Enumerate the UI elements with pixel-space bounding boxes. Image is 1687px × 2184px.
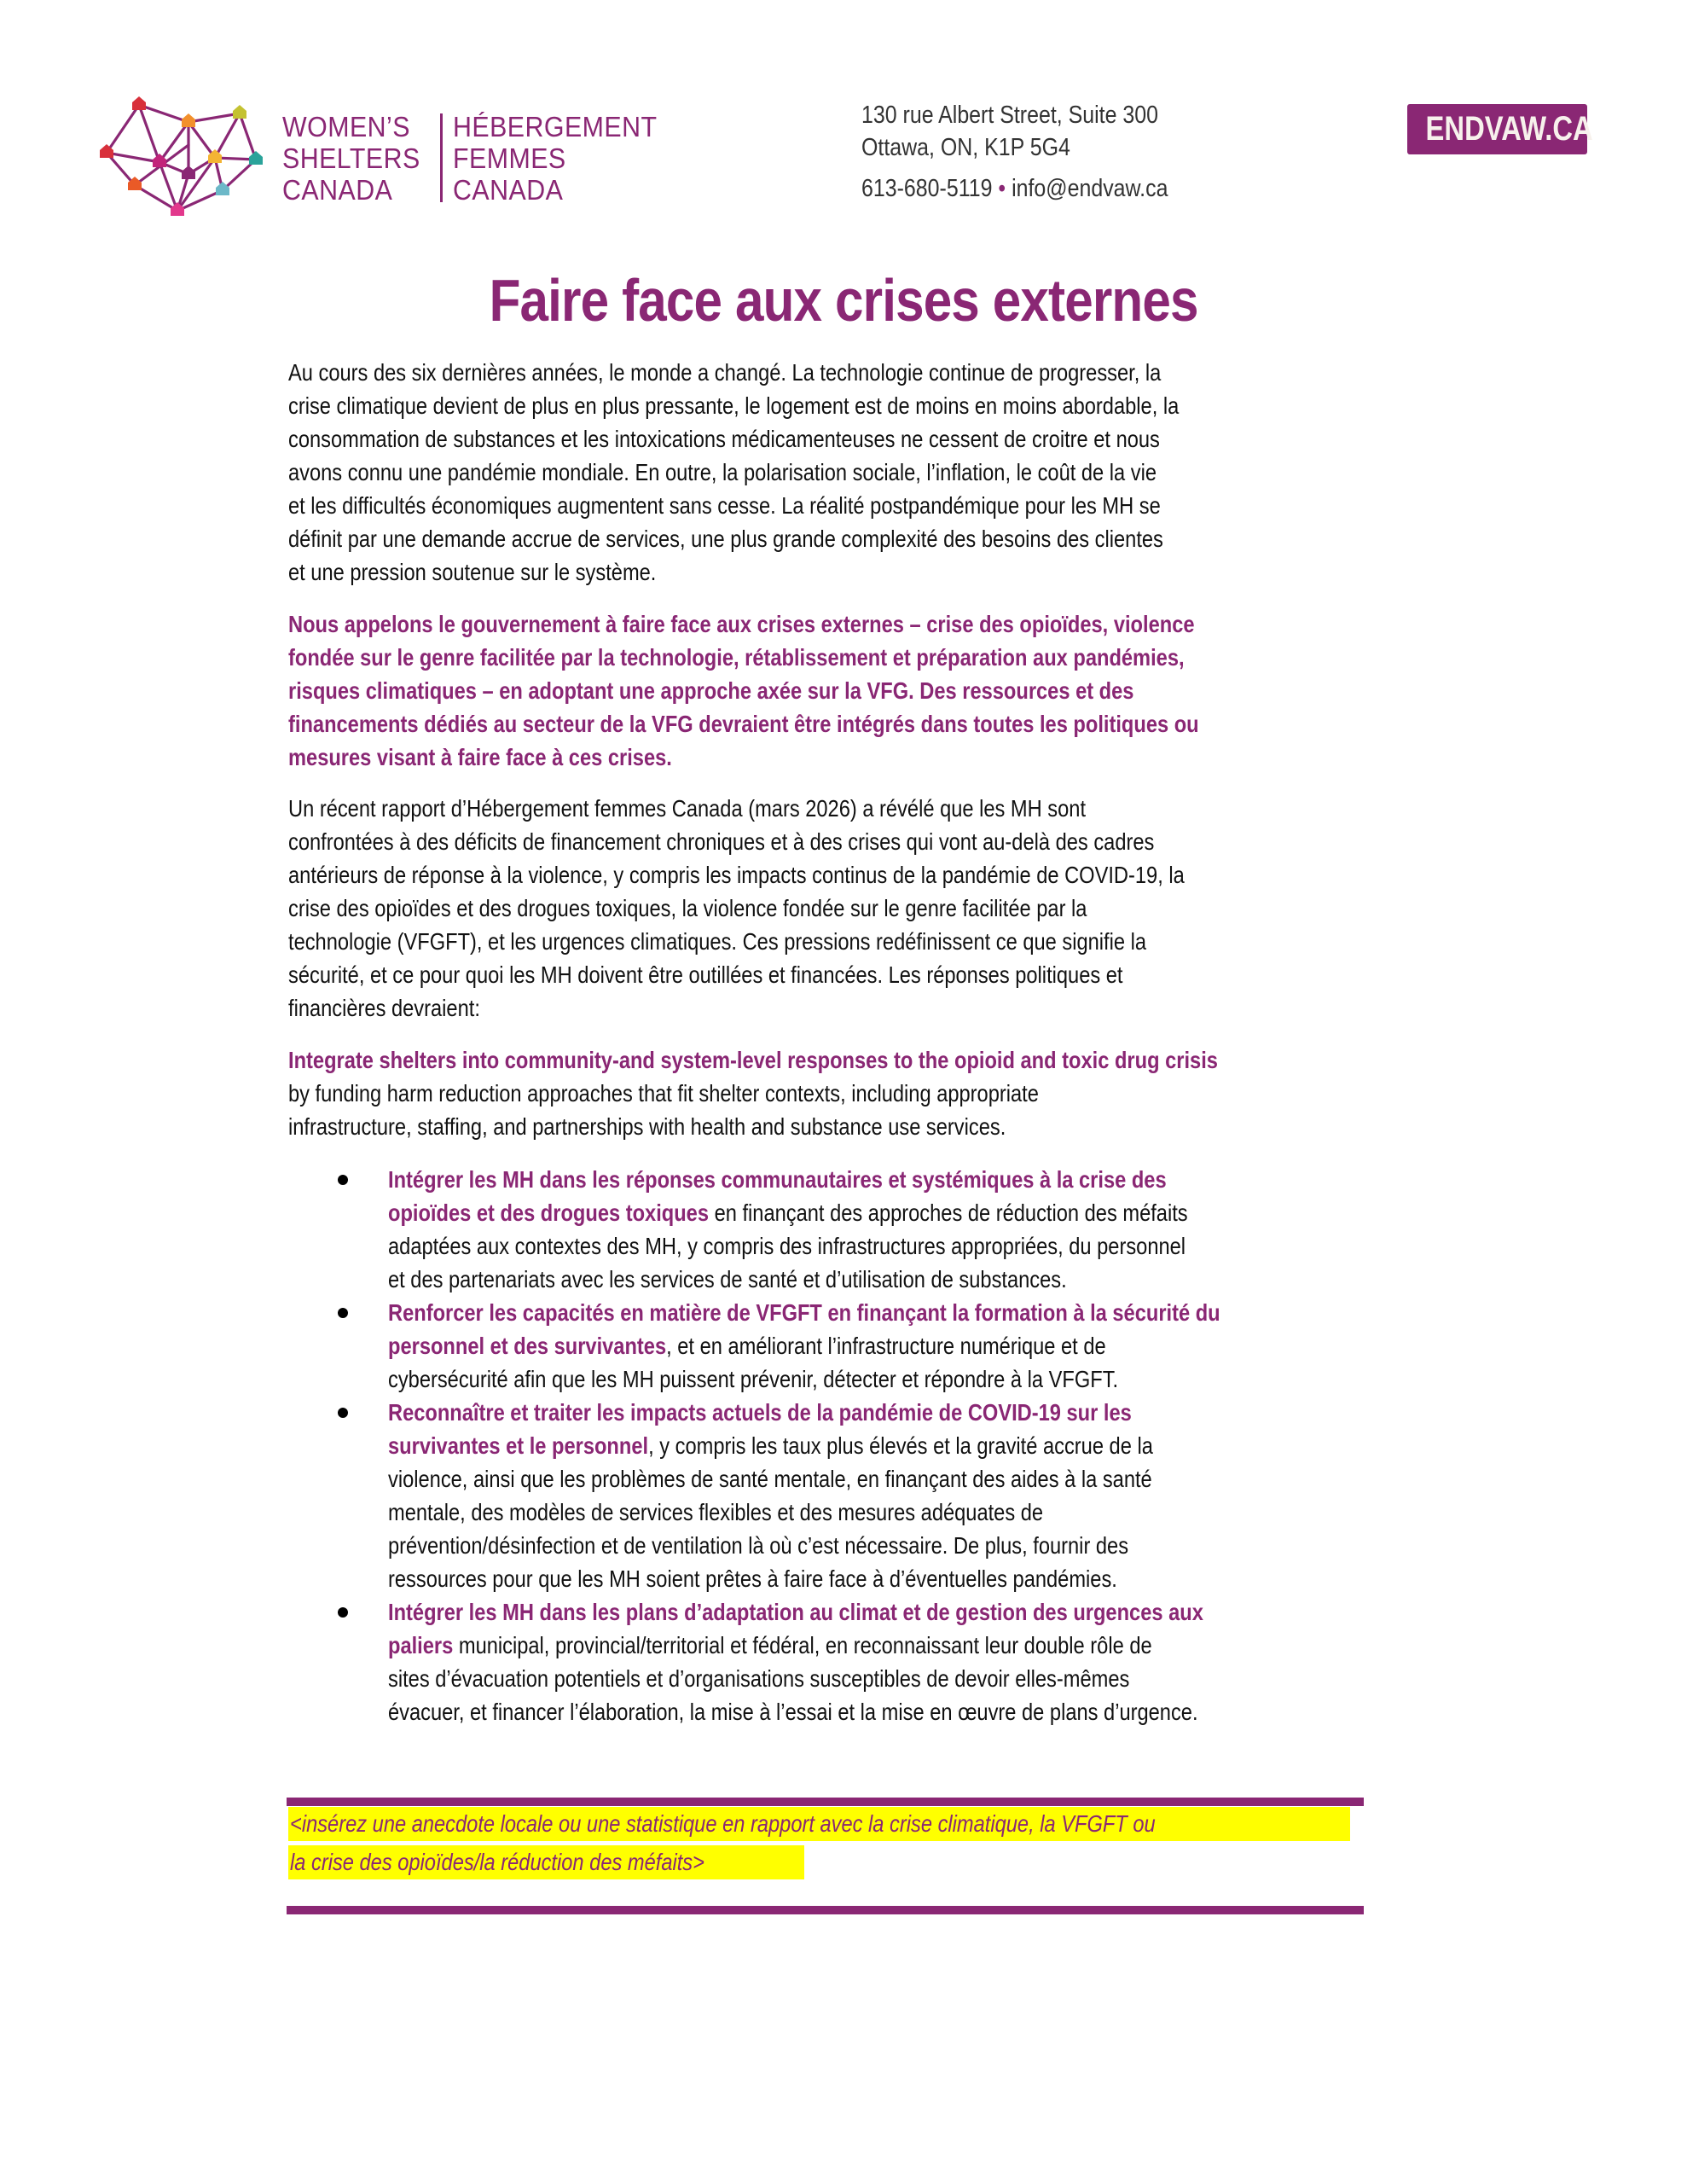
org-name-english (282, 111, 420, 206)
org-name-line: CANADA (282, 174, 393, 206)
text-line (388, 1198, 1188, 1228)
text-line: sécurité, et ce pour quoi les MH doivent être outillées et financées. Les réponses politiques et (288, 961, 1123, 988)
text-line: et les difficultés économiques augmentent sans cesse. La réalité postpandémique pour les MH se (288, 492, 1161, 519)
org-name-divider (440, 113, 443, 202)
regular-segment: et des partenariats avec les services de santé et d’utilisation de substances. (388, 1266, 1067, 1292)
bold-segment: Renforcer les capacités en matière de VFGFT en finançant la formation à la sécurité du (388, 1299, 1220, 1326)
text-line (388, 1298, 1220, 1328)
text-line (388, 1497, 1043, 1528)
text-line: Au cours des six dernières années, le monde a changé. La technologie continue de progresser, la (288, 359, 1162, 386)
text-line: mesures visant à faire face à ces crises. (288, 744, 672, 770)
text-line (388, 1564, 1117, 1594)
text-line: financières devraient: (288, 995, 480, 1021)
text-line (388, 1597, 1203, 1628)
bold-segment: Intégrer les MH dans les réponses communautaires et systémiques à la crise des (388, 1166, 1167, 1193)
org-name-line: SHELTERS (282, 142, 420, 174)
bold-segment: survivantes et le personnel (388, 1432, 649, 1459)
page-title-text: Faire face aux crises externes (489, 267, 1198, 334)
text-line: crise des opioïdes et des drogues toxiques, la violence fondée sur le genre facilitée par la (288, 895, 1087, 921)
text-line (388, 1264, 1067, 1295)
regular-segment: sites d’évacuation potentiels et d’organisations susceptibles de devoir elles-mêmes (388, 1665, 1130, 1692)
text-line (388, 1364, 1118, 1395)
text-line (388, 1664, 1129, 1694)
text-line: Un récent rapport d’Hébergement femmes Canada (mars 2026) a révélé que les MH sont (288, 795, 1087, 822)
text-line: infrastructure, staffing, and partnerships with health and substance use services. (288, 1113, 1006, 1140)
regular-segment: violence, ainsi que les problèmes de santé mentale, en finançant des aides à la santé (388, 1466, 1152, 1492)
text-line: fondée sur le genre facilitée par la technologie, rétablissement et préparation aux pandémies, (288, 644, 1185, 671)
org-name-line: WOMEN’S (282, 111, 410, 142)
callout-bottom-rule (287, 1906, 1364, 1914)
org-name-line: CANADA (453, 174, 564, 206)
regular-segment: cybersécurité afin que les MH puissent prévenir, détecter et répondre à la VFGFT. (388, 1366, 1119, 1392)
bold-segment: Reconnaître et traiter les impacts actuels de la pandémie de COVID-19 sur les (388, 1399, 1132, 1426)
address-line-1: 130 rue Albert Street, Suite 300 (861, 102, 1159, 129)
text-line: Nous appelons le gouvernement à faire face aux crises externes – crise des opioïdes, violence (288, 611, 1195, 637)
endvaw-badge-label: ENDVAW.CA (1425, 110, 1593, 148)
separator-dot: • (998, 175, 1006, 202)
contact-line (861, 174, 1168, 203)
org-name-french (453, 111, 658, 206)
regular-segment: mentale, des modèles de services flexibles et des mesures adéquates de (388, 1499, 1044, 1525)
text-line (388, 1431, 1153, 1461)
text-line: risques climatiques – en adoptant une approche axée sur la VFG. Des ressources et des (288, 677, 1134, 704)
endvaw-badge[interactable] (1407, 104, 1593, 154)
org-name-line: FEMMES (453, 142, 566, 174)
text-line (388, 1165, 1167, 1195)
regular-segment: prévention/désinfection et de ventilation là où c’est nécessaire. De plus, fournir des (388, 1532, 1129, 1559)
text-line: crise climatique devient de plus en plus pressante, le logement est de moins en moins abordable, la (288, 392, 1180, 419)
text-line (388, 1630, 1152, 1661)
text-line (388, 1231, 1186, 1262)
regular-segment: , et en améliorant l’infrastructure numérique et de (666, 1333, 1106, 1359)
text-line: et une pression soutenue sur le système. (288, 559, 657, 585)
text-line (388, 1697, 1198, 1728)
bold-segment: personnel et des survivantes (388, 1333, 667, 1359)
text-line-bold: Integrate shelters into community-and system-level responses to the opioid and toxic drug crisis (288, 1047, 1218, 1073)
text-line: définit par une demande accrue de services, une plus grande complexité des besoins des clientes (288, 526, 1163, 552)
callout-top-rule (287, 1798, 1364, 1806)
regular-segment: municipal, provincial/territorial et fédéral, en reconnaissant leur double rôle de (453, 1632, 1152, 1658)
text-line: confrontées à des déficits de financement chroniques et à des crises qui vont au-delà des cadres (288, 828, 1155, 855)
regular-segment: , y compris les taux plus élevés et la gravité accrue de la (648, 1432, 1153, 1459)
regular-segment: adaptées aux contextes des MH, y compris des infrastructures appropriées, du personnel (388, 1233, 1186, 1259)
text-line: consommation de substances et les intoxications médicamenteuses ne cessent de croitre et nous (288, 426, 1160, 452)
text-line (388, 1531, 1128, 1561)
bullet-dot-icon (338, 1408, 348, 1418)
text-line: antérieurs de réponse à la violence, y compris les impacts continus de la pandémie de COVID-19, la (288, 862, 1185, 888)
regular-segment: ressources pour que les MH soient prêtes à faire face à d’éventuelles pandémies. (388, 1565, 1117, 1592)
text-line (388, 1397, 1132, 1428)
bold-segment: opioïdes et des drogues toxiques (388, 1199, 709, 1226)
text-line (388, 1331, 1106, 1362)
text-line (388, 1464, 1152, 1495)
text-line: by funding harm reduction approaches that fit shelter contexts, including appropriate (288, 1080, 1039, 1107)
email-address[interactable]: info@endvaw.ca (1012, 175, 1168, 202)
org-name-line: HÉBERGEMENT (453, 111, 658, 142)
callout-placeholder-line[interactable]: <insérez une anecdote locale ou une statistique en rapport avec la crise climatique, la VFGFT ou (290, 1810, 1156, 1837)
bold-segment: Intégrer les MH dans les plans d’adaptation au climat et de gestion des urgences aux (388, 1599, 1203, 1625)
text-line: technologie (VFGFT), et les urgences climatiques. Ces pressions redéfinissent ce que signifie la (288, 928, 1147, 955)
bullet-dot-icon (338, 1175, 348, 1185)
callout-placeholder-line[interactable]: la crise des opioïdes/la réduction des méfaits> (290, 1849, 704, 1875)
address-line-2: Ottawa, ON, K1P 5G4 (861, 134, 1070, 161)
text-line: avons connu une pandémie mondiale. En outre, la polarisation sociale, l’inflation, le coût de la vie (288, 459, 1157, 485)
regular-segment: évacuer, et financer l’élaboration, la mise à l’essai et la mise en œuvre de plans d’urgence. (388, 1699, 1198, 1725)
bullet-dot-icon (338, 1607, 348, 1618)
regular-segment: en finançant des approches de réduction des méfaits (708, 1199, 1188, 1226)
page-title (0, 266, 1687, 334)
text-line: financements dédiés au secteur de la VFG devraient être intégrés dans toutes les politiques ou (288, 711, 1199, 737)
bold-segment: paliers (388, 1632, 454, 1658)
network-logo-icon (94, 94, 264, 222)
bullet-dot-icon (338, 1308, 348, 1318)
phone-number: 613-680-5119 (861, 175, 993, 202)
